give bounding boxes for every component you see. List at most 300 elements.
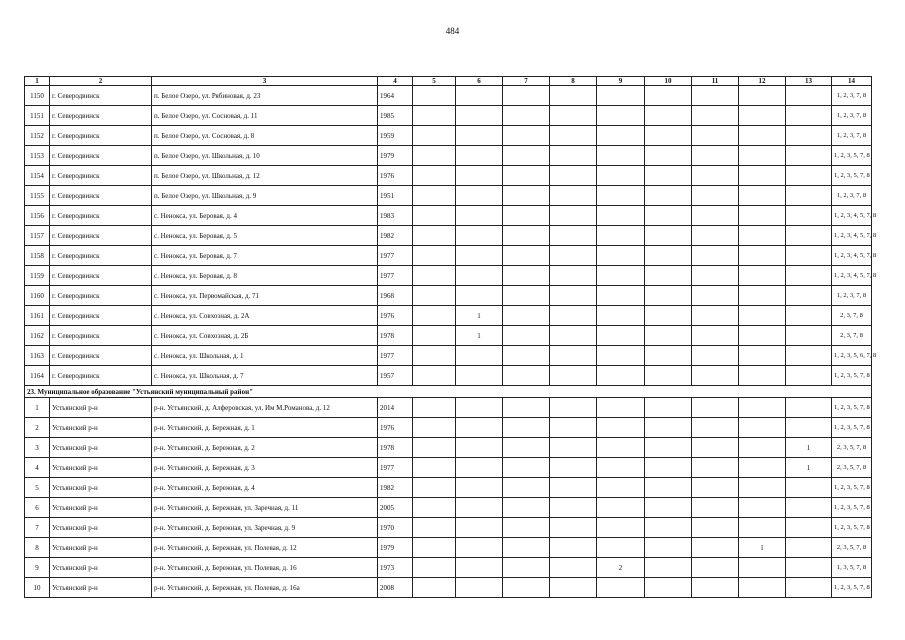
empty-cell (503, 558, 550, 578)
count-cell (786, 518, 832, 538)
settlement-cell: г. Северодвинск (50, 186, 152, 206)
register-table (24, 76, 877, 598)
empty-cell (692, 106, 739, 126)
year-cell: 1976 (378, 306, 413, 326)
count-cell (597, 266, 645, 286)
count-cell (786, 346, 832, 366)
empty-cell (645, 186, 692, 206)
empty-cell (692, 166, 739, 186)
settlement-cell: г. Северодвинск (50, 226, 152, 246)
empty-cell (413, 518, 456, 538)
empty-cell (550, 86, 597, 106)
count-cell (786, 86, 832, 106)
address-cell: с. Ненокса, ул. Школьная, д. 1 (152, 346, 378, 366)
empty-cell (550, 538, 597, 558)
table-row (25, 246, 872, 266)
count-cell (739, 418, 786, 438)
empty-cell (503, 538, 550, 558)
year-cell: 1957 (378, 366, 413, 386)
count-cell (786, 366, 832, 386)
count-cell (786, 558, 832, 578)
row-number: 1157 (25, 226, 50, 246)
empty-cell (692, 266, 739, 286)
table-row (25, 558, 872, 578)
empty-cell (413, 186, 456, 206)
empty-cell (503, 418, 550, 438)
address-cell: р-н. Устьянский, д. Бережная, д. 1 (152, 418, 378, 438)
row-number: 1154 (25, 166, 50, 186)
address-cell: с. Ненокса, ул. Беровая, д. 4 (152, 206, 378, 226)
count-cell (786, 166, 832, 186)
count-cell (597, 458, 645, 478)
count-cell (739, 458, 786, 478)
notes-cell: 1, 2, 3, 4, 5, 7, 8 (832, 206, 872, 226)
count-cell (739, 286, 786, 306)
count-cell (456, 478, 503, 498)
notes-cell: 1, 2, 3, 4, 5, 7, 8 (832, 266, 872, 286)
settlement-cell: г. Северодвинск (50, 306, 152, 326)
count-cell (456, 266, 503, 286)
count-cell (597, 438, 645, 458)
notes-cell: 2, 3, 5, 7, 8 (832, 538, 872, 558)
empty-cell (413, 306, 456, 326)
notes-cell: 1, 3, 5, 7, 8 (832, 558, 872, 578)
row-number: 1153 (25, 146, 50, 166)
count-cell (597, 518, 645, 538)
empty-cell (413, 558, 456, 578)
count-cell (739, 246, 786, 266)
empty-cell (692, 578, 739, 598)
table-row (25, 166, 872, 186)
empty-cell (645, 86, 692, 106)
count-cell (739, 326, 786, 346)
row-number: 6 (25, 498, 50, 518)
count-cell (739, 106, 786, 126)
empty-cell (550, 106, 597, 126)
empty-cell (645, 398, 692, 418)
address-cell: п. Белое Озеро, ул. Школьная, д. 10 (152, 146, 378, 166)
row-number: 1150 (25, 86, 50, 106)
empty-cell (550, 398, 597, 418)
address-cell: р-н. Устьянский, д. Бережная, д. 2 (152, 438, 378, 458)
empty-cell (645, 346, 692, 366)
count-cell (456, 206, 503, 226)
empty-cell (692, 286, 739, 306)
column-header: 5 (413, 77, 456, 86)
empty-cell (692, 226, 739, 246)
notes-cell: 1, 2, 3, 5, 7, 8 (832, 518, 872, 538)
count-cell (597, 186, 645, 206)
notes-cell: 1, 2, 3, 5, 7, 8 (832, 166, 872, 186)
count-cell (597, 398, 645, 418)
count-cell (597, 286, 645, 306)
count-cell (456, 458, 503, 478)
count-cell (456, 146, 503, 166)
row-number: 7 (25, 518, 50, 538)
notes-cell: 1, 2, 3, 5, 7, 8 (832, 366, 872, 386)
empty-cell (550, 286, 597, 306)
notes-cell: 2, 3, 5, 7, 8 (832, 438, 872, 458)
empty-cell (550, 578, 597, 598)
count-cell (786, 186, 832, 206)
settlement-cell: г. Северодвинск (50, 166, 152, 186)
empty-cell (413, 438, 456, 458)
settlement-cell: Устьянский р-н (50, 558, 152, 578)
address-cell: с. Ненокса, ул. Совхозная, д. 2Б (152, 326, 378, 346)
count-cell (786, 206, 832, 226)
empty-cell (692, 346, 739, 366)
count-cell (739, 226, 786, 246)
count-cell (786, 106, 832, 126)
settlement-cell: г. Северодвинск (50, 366, 152, 386)
row-number: 1151 (25, 106, 50, 126)
settlement-cell: Устьянский р-н (50, 438, 152, 458)
year-cell: 1982 (378, 478, 413, 498)
settlement-cell: Устьянский р-н (50, 418, 152, 438)
address-cell: р-н. Устьянский, д. Алферовская, ул. Им М.Романова, д. 12 (152, 398, 378, 418)
empty-cell (645, 226, 692, 246)
empty-cell (503, 398, 550, 418)
empty-cell (503, 186, 550, 206)
table-row (25, 106, 872, 126)
table-row (25, 326, 872, 346)
count-cell: 1 (786, 438, 832, 458)
empty-cell (503, 326, 550, 346)
column-header: 10 (645, 77, 692, 86)
settlement-cell: Устьянский р-н (50, 518, 152, 538)
column-header: 3 (152, 77, 378, 86)
count-cell (456, 126, 503, 146)
empty-cell (692, 366, 739, 386)
empty-cell (645, 266, 692, 286)
row-number: 2 (25, 418, 50, 438)
empty-cell (550, 418, 597, 438)
count-cell (786, 326, 832, 346)
count-cell (456, 558, 503, 578)
count-cell (456, 418, 503, 438)
count-cell (597, 86, 645, 106)
count-cell (739, 206, 786, 226)
empty-cell (645, 478, 692, 498)
row-number: 5 (25, 478, 50, 498)
empty-cell (503, 366, 550, 386)
notes-cell: 1, 2, 3, 5, 7, 8 (832, 498, 872, 518)
count-cell (786, 418, 832, 438)
count-cell (786, 226, 832, 246)
count-cell (597, 146, 645, 166)
settlement-cell: Устьянский р-н (50, 538, 152, 558)
count-cell (456, 366, 503, 386)
count-cell (786, 538, 832, 558)
settlement-cell: Устьянский р-н (50, 398, 152, 418)
empty-cell (692, 126, 739, 146)
notes-cell: 2, 3, 7, 8 (832, 326, 872, 346)
count-cell (456, 246, 503, 266)
count-cell (739, 126, 786, 146)
column-header: 14 (832, 77, 872, 86)
count-cell (456, 498, 503, 518)
count-cell (456, 438, 503, 458)
empty-cell (645, 558, 692, 578)
settlement-cell: г. Северодвинск (50, 126, 152, 146)
year-cell: 1985 (378, 106, 413, 126)
count-cell (739, 146, 786, 166)
empty-cell (413, 106, 456, 126)
count-cell: 1 (456, 326, 503, 346)
empty-cell (550, 126, 597, 146)
empty-cell (645, 246, 692, 266)
empty-cell (503, 226, 550, 246)
address-cell: с. Ненокса, ул. Школьная, д. 7 (152, 366, 378, 386)
table-row (25, 226, 872, 246)
count-cell (597, 166, 645, 186)
notes-cell: 1, 2, 3, 5, 6, 7, 8 (832, 346, 872, 366)
table-row (25, 306, 872, 326)
row-number: 10 (25, 578, 50, 598)
year-cell: 1977 (378, 266, 413, 286)
count-cell (456, 86, 503, 106)
empty-cell (645, 578, 692, 598)
empty-cell (692, 418, 739, 438)
empty-cell (413, 206, 456, 226)
empty-cell (503, 438, 550, 458)
table-row (25, 498, 872, 518)
empty-cell (503, 106, 550, 126)
empty-cell (413, 398, 456, 418)
count-cell (597, 498, 645, 518)
settlement-cell: Устьянский р-н (50, 478, 152, 498)
empty-cell (503, 126, 550, 146)
row-number: 1 (25, 398, 50, 418)
empty-cell (692, 478, 739, 498)
count-cell (786, 266, 832, 286)
count-cell (597, 346, 645, 366)
year-cell: 1976 (378, 418, 413, 438)
count-cell (456, 538, 503, 558)
empty-cell (645, 166, 692, 186)
empty-cell (550, 498, 597, 518)
count-cell (456, 166, 503, 186)
row-number: 9 (25, 558, 50, 578)
count-cell (739, 398, 786, 418)
count-cell (597, 206, 645, 226)
row-number: 1158 (25, 246, 50, 266)
empty-cell (550, 346, 597, 366)
year-cell: 1983 (378, 206, 413, 226)
empty-cell (503, 498, 550, 518)
empty-cell (692, 146, 739, 166)
notes-cell: 1, 2, 3, 5, 7, 8 (832, 578, 872, 598)
count-cell (786, 126, 832, 146)
row-number: 1164 (25, 366, 50, 386)
address-cell: р-н. Устьянский, д. Бережная, ул. Заречная, д. 9 (152, 518, 378, 538)
row-number: 1162 (25, 326, 50, 346)
table-row (25, 578, 872, 598)
empty-cell (645, 538, 692, 558)
count-cell (786, 398, 832, 418)
empty-cell (503, 286, 550, 306)
address-cell: п. Белое Озеро, ул. Школьная, д. 12 (152, 166, 378, 186)
settlement-cell: Устьянский р-н (50, 498, 152, 518)
empty-cell (503, 458, 550, 478)
notes-cell: 1, 2, 3, 7, 8 (832, 86, 872, 106)
count-cell (739, 306, 786, 326)
notes-cell: 1, 2, 3, 5, 7, 8 (832, 398, 872, 418)
notes-cell: 1, 2, 3, 5, 7, 8 (832, 478, 872, 498)
count-cell (597, 578, 645, 598)
count-cell (739, 558, 786, 578)
count-cell (786, 478, 832, 498)
empty-cell (413, 146, 456, 166)
count-cell (456, 286, 503, 306)
empty-cell (550, 366, 597, 386)
count-cell (739, 186, 786, 206)
count-cell (456, 398, 503, 418)
empty-cell (550, 518, 597, 538)
notes-cell: 2, 3, 5, 7, 8 (832, 458, 872, 478)
empty-cell (692, 326, 739, 346)
notes-cell: 1, 2, 3, 7, 8 (832, 186, 872, 206)
empty-cell (413, 326, 456, 346)
table-row (25, 518, 872, 538)
count-cell: 1 (739, 538, 786, 558)
column-header: 6 (456, 77, 503, 86)
table-body-a (25, 86, 877, 386)
empty-cell (692, 458, 739, 478)
empty-cell (413, 346, 456, 366)
count-cell (739, 478, 786, 498)
year-cell: 1964 (378, 86, 413, 106)
empty-cell (413, 126, 456, 146)
column-header: 2 (50, 77, 152, 86)
empty-cell (692, 538, 739, 558)
empty-cell (645, 286, 692, 306)
settlement-cell: г. Северодвинск (50, 86, 152, 106)
empty-cell (503, 346, 550, 366)
empty-cell (550, 306, 597, 326)
notes-cell: 1, 2, 3, 5, 7, 8 (832, 418, 872, 438)
count-cell (739, 578, 786, 598)
table-row (25, 478, 872, 498)
empty-cell (503, 478, 550, 498)
address-cell: с. Ненокса, ул. Первомайская, д. 71 (152, 286, 378, 306)
settlement-cell: г. Северодвинск (50, 146, 152, 166)
table-row (25, 186, 872, 206)
settlement-cell: г. Северодвинск (50, 266, 152, 286)
row-number: 1156 (25, 206, 50, 226)
column-header: 13 (786, 77, 832, 86)
empty-cell (692, 498, 739, 518)
year-cell: 2014 (378, 398, 413, 418)
empty-cell (503, 578, 550, 598)
empty-cell (550, 186, 597, 206)
row-number: 1152 (25, 126, 50, 146)
row-number: 8 (25, 538, 50, 558)
empty-cell (413, 478, 456, 498)
empty-cell (550, 146, 597, 166)
year-cell: 2005 (378, 498, 413, 518)
row-number: 1163 (25, 346, 50, 366)
count-cell (597, 418, 645, 438)
address-cell: п. Белое Озеро, ул. Школьная, д. 9 (152, 186, 378, 206)
empty-cell (413, 538, 456, 558)
empty-cell (645, 418, 692, 438)
empty-cell (550, 478, 597, 498)
year-cell: 1951 (378, 186, 413, 206)
notes-cell: 1, 2, 3, 4, 5, 7, 8 (832, 246, 872, 266)
count-cell (597, 246, 645, 266)
count-cell (597, 538, 645, 558)
settlement-cell: Устьянский р-н (50, 578, 152, 598)
count-cell (739, 518, 786, 538)
year-cell: 1979 (378, 538, 413, 558)
table-row (25, 438, 872, 458)
row-number: 3 (25, 438, 50, 458)
column-header: 9 (597, 77, 645, 86)
count-cell: 2 (597, 558, 645, 578)
address-cell: с. Ненокса, ул. Беровая, д. 8 (152, 266, 378, 286)
year-cell: 1973 (378, 558, 413, 578)
count-cell (597, 478, 645, 498)
count-cell (597, 126, 645, 146)
settlement-cell: г. Северодвинск (50, 346, 152, 366)
empty-cell (645, 106, 692, 126)
empty-cell (503, 306, 550, 326)
table-row (25, 286, 872, 306)
count-cell (786, 306, 832, 326)
empty-cell (503, 166, 550, 186)
year-cell: 1977 (378, 458, 413, 478)
count-cell (739, 438, 786, 458)
table-row (25, 398, 872, 418)
section-row (25, 386, 872, 398)
notes-cell: 1, 2, 3, 7, 8 (832, 126, 872, 146)
empty-cell (503, 518, 550, 538)
table-row (25, 146, 872, 166)
settlement-cell: г. Северодвинск (50, 286, 152, 306)
empty-cell (550, 458, 597, 478)
empty-cell (645, 306, 692, 326)
empty-cell (550, 266, 597, 286)
notes-cell: 2, 3, 7, 8 (832, 306, 872, 326)
settlement-cell: Устьянский р-н (50, 458, 152, 478)
settlement-cell: г. Северодвинск (50, 246, 152, 266)
row-number: 4 (25, 458, 50, 478)
empty-cell (692, 558, 739, 578)
year-cell: 1979 (378, 146, 413, 166)
column-header: 12 (739, 77, 786, 86)
count-cell (597, 226, 645, 246)
table-row (25, 418, 872, 438)
address-cell: с. Ненокса, ул. Беровая, д. 5 (152, 226, 378, 246)
empty-cell (692, 246, 739, 266)
page-number: 484 (445, 26, 460, 36)
table-row (25, 206, 872, 226)
address-cell: п. Белое Озеро, ул. Рябиновая, д. 23 (152, 86, 378, 106)
empty-cell (413, 86, 456, 106)
empty-cell (550, 226, 597, 246)
empty-cell (645, 326, 692, 346)
column-header: 8 (550, 77, 597, 86)
empty-cell (550, 558, 597, 578)
count-cell (739, 166, 786, 186)
year-cell: 1978 (378, 438, 413, 458)
count-cell (597, 306, 645, 326)
count-cell (739, 86, 786, 106)
notes-cell: 1, 2, 3, 4, 5, 7, 8 (832, 226, 872, 246)
empty-cell (503, 246, 550, 266)
empty-cell (550, 206, 597, 226)
